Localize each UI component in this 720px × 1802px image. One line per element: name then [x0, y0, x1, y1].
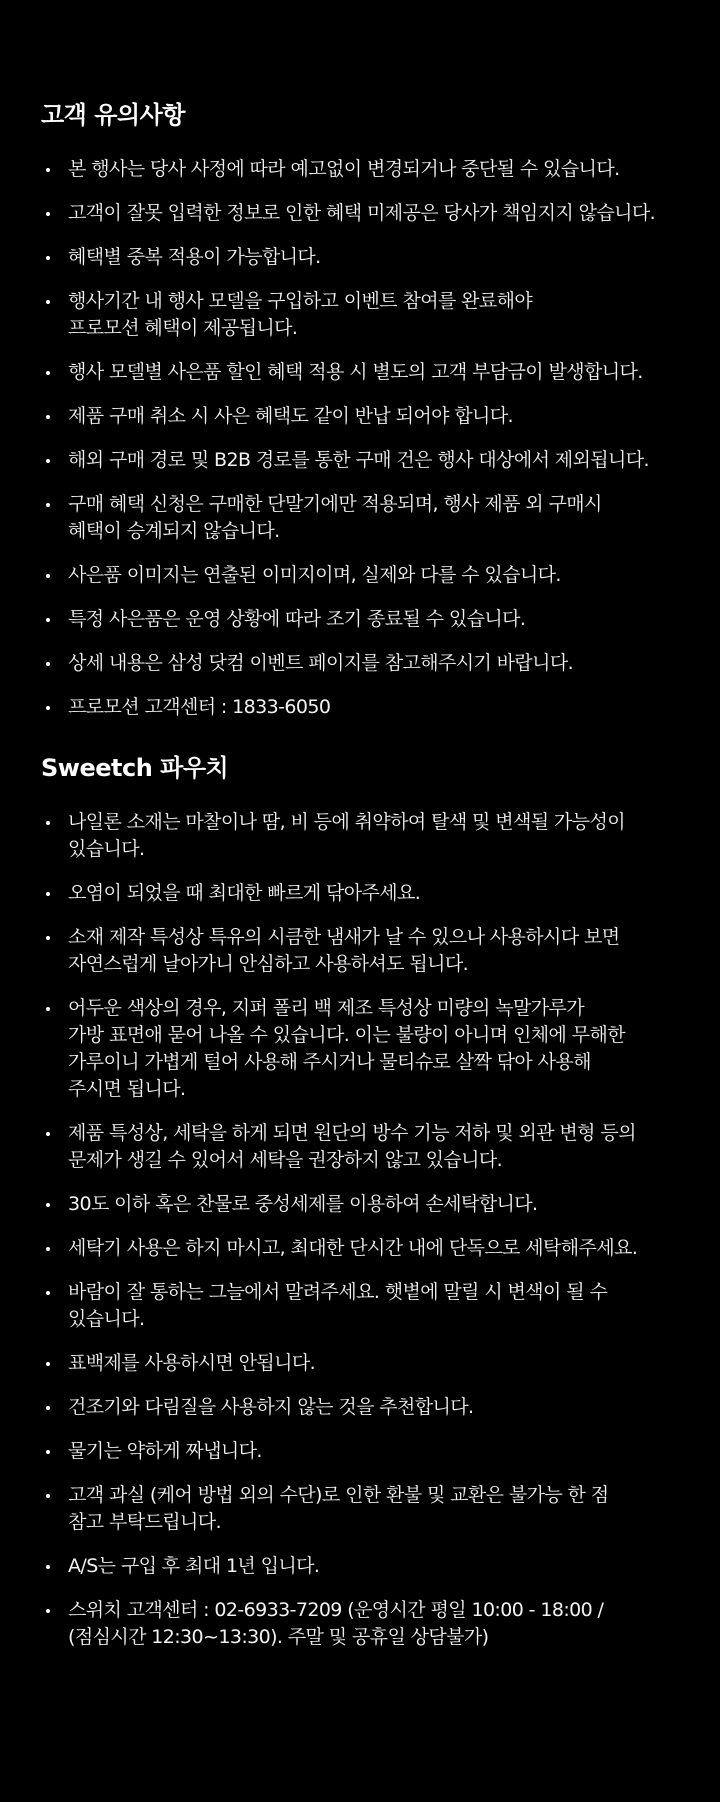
list-item	[41, 1553, 720, 1580]
list-item-text: 건조기와 다림질을 사용하지 않는 것을 추천합니다.	[68, 1396, 474, 1418]
list-item-text: 구매 혜택 신청은 구매한 단말기에만 적용되며, 행사 제품 외 구매시	[68, 493, 602, 515]
list-item	[41, 1394, 720, 1421]
list-item-text: 프로모션 혜택이 제공됩니다.	[68, 317, 298, 339]
list-item	[41, 156, 720, 183]
list-item-text: 바람이 잘 통하는 그늘에서 말려주세요. 햇볕에 말릴 시 변색이 될 수	[68, 1281, 608, 1303]
bullet-dot-icon	[46, 706, 50, 710]
notice-list	[41, 809, 720, 1651]
list-item	[41, 880, 720, 907]
list-item	[41, 359, 720, 386]
bullet-dot-icon	[46, 1450, 50, 1454]
list-item-text: 행사 모델별 사은품 할인 혜택 적용 시 별도의 고객 부담금이 발생합니다.	[68, 361, 643, 383]
list-item	[41, 200, 720, 227]
bullet-dot-icon	[46, 1362, 50, 1366]
list-item-text: 해외 구매 경로 및 B2B 경로를 통한 구매 건은 행사 대상에서 제외됩니다.	[68, 449, 649, 471]
list-item-text: 나일론 소재는 마찰이나 땀, 비 등에 취약하여 탈색 및 변색될 가능성이	[68, 811, 625, 833]
list-item	[41, 606, 720, 633]
list-item-text: 어두운 색상의 경우, 지퍼 폴리 백 제조 특성상 미량의 녹말가루가	[68, 997, 585, 1019]
list-item-text: 있습니다.	[68, 1308, 145, 1330]
list-item	[41, 1597, 720, 1651]
bullet-dot-icon	[46, 1132, 50, 1136]
list-item-text: (점심시간 12:30~13:30). 주말 및 공휴일 상담불가)	[68, 1626, 489, 1648]
list-item-text: 소재 제작 특성상 특유의 시큼한 냄새가 날 수 있으나 사용하시다 보면	[68, 926, 620, 948]
bullet-dot-icon	[46, 1247, 50, 1251]
list-item-text: 스위치 고객센터 : 02-6933-7209 (운영시간 평일 10:00 - 18:00 /	[68, 1599, 604, 1621]
bullet-dot-icon	[46, 1609, 50, 1613]
list-item	[41, 1350, 720, 1377]
bullet-dot-icon	[46, 1494, 50, 1498]
list-item	[41, 244, 720, 271]
section-customer-notice	[41, 98, 720, 721]
list-item	[41, 1438, 720, 1465]
section-sweetch-pouch	[41, 751, 720, 1651]
list-item-text: 고객이 잘못 입력한 정보로 인한 혜택 미제공은 당사가 책임지지 않습니다.	[68, 202, 656, 224]
list-item-text: 특정 사은품은 운영 상황에 따라 조기 종료될 수 있습니다.	[68, 608, 526, 630]
list-item-text: 문제가 생길 수 있어서 세탁을 권장하지 않고 있습니다.	[68, 1149, 503, 1171]
bullet-dot-icon	[46, 503, 50, 507]
list-item	[41, 1191, 720, 1218]
bullet-dot-icon	[46, 892, 50, 896]
bullet-dot-icon	[46, 371, 50, 375]
bullet-dot-icon	[46, 300, 50, 304]
list-item-text: A/S는 구입 후 최대 1년 입니다.	[68, 1555, 320, 1577]
bullet-dot-icon	[46, 256, 50, 260]
list-item	[41, 650, 720, 677]
list-item-text: 자연스럽게 날아가니 안심하고 사용하셔도 됩니다.	[68, 953, 469, 975]
bullet-dot-icon	[46, 415, 50, 419]
list-item	[41, 1482, 720, 1536]
list-item-text: 혜택이 승계되지 않습니다.	[68, 520, 280, 542]
bullet-dot-icon	[46, 1565, 50, 1569]
list-item	[41, 1235, 720, 1262]
list-item	[41, 288, 720, 342]
list-item-text: 프로모션 고객센터 : 1833-6050	[68, 696, 331, 718]
list-item	[41, 1120, 720, 1174]
list-item-text: 행사기간 내 행사 모델을 구입하고 이벤트 참여를 완료해야	[68, 290, 533, 312]
list-item	[41, 562, 720, 589]
bullet-dot-icon	[46, 821, 50, 825]
bullet-dot-icon	[46, 662, 50, 666]
list-item	[41, 694, 720, 721]
list-item-text: 30도 이하 혹은 찬물로 중성세제를 이용하여 손세탁합니다.	[68, 1193, 538, 1215]
section-title: Sweetch 파우치	[41, 754, 229, 782]
list-item-text: 참고 부탁드립니다.	[68, 1511, 221, 1533]
bullet-dot-icon	[46, 1406, 50, 1410]
list-item-text: 제품 특성상, 세탁을 하게 되면 원단의 방수 기능 저하 및 외관 변형 등의	[68, 1122, 636, 1144]
list-item-text: 세탁기 사용은 하지 마시고, 최대한 단시간 내에 단독으로 세탁해주세요.	[68, 1237, 638, 1259]
list-item	[41, 1279, 720, 1333]
list-item-text: 혜택별 중복 적용이 가능합니다.	[68, 246, 321, 268]
bullet-dot-icon	[46, 459, 50, 463]
list-item-text: 본 행사는 당사 사정에 따라 예고없이 변경되거나 중단될 수 있습니다.	[68, 158, 620, 180]
list-item-text: 물기는 약하게 짜냅니다.	[68, 1440, 262, 1462]
list-item-text: 고객 과실 (케어 방법 외의 수단)로 인한 환불 및 교환은 불가능 한 점	[68, 1484, 609, 1506]
list-item-text: 있습니다.	[68, 838, 145, 860]
list-item	[41, 447, 720, 474]
list-item-text: 사은품 이미지는 연출된 이미지이며, 실제와 다를 수 있습니다.	[68, 564, 561, 586]
list-item	[41, 924, 720, 978]
list-item-text: 가방 표면애 묻어 나올 수 있습니다. 이는 불량이 아니며 인체에 무해한	[68, 1024, 625, 1046]
bullet-dot-icon	[46, 618, 50, 622]
list-item-text: 가루이니 가볍게 털어 사용해 주시거나 물티슈로 살짝 닦아 사용해	[68, 1051, 591, 1073]
list-item	[41, 809, 720, 863]
bullet-dot-icon	[46, 1291, 50, 1295]
bullet-dot-icon	[46, 936, 50, 940]
list-item-text: 표백제를 사용하시면 안됩니다.	[68, 1352, 316, 1374]
bullet-dot-icon	[46, 168, 50, 172]
list-item-text: 주시면 됩니다.	[68, 1078, 186, 1100]
list-item-text: 상세 내용은 삼성 닷컴 이벤트 페이지를 참고해주시기 바랍니다.	[68, 652, 574, 674]
list-item-text: 오염이 되었을 때 최대한 빠르게 닦아주세요.	[68, 882, 421, 904]
bullet-dot-icon	[46, 574, 50, 578]
bullet-dot-icon	[46, 1203, 50, 1207]
notice-list	[41, 156, 720, 721]
list-item	[41, 995, 720, 1103]
list-item	[41, 491, 720, 545]
list-item-text: 제품 구매 취소 시 사은 혜택도 같이 반납 되어야 합니다.	[68, 405, 513, 427]
list-item	[41, 403, 720, 430]
bullet-dot-icon	[46, 1007, 50, 1011]
section-title: 고객 유의사항	[41, 101, 185, 129]
bullet-dot-icon	[46, 212, 50, 216]
